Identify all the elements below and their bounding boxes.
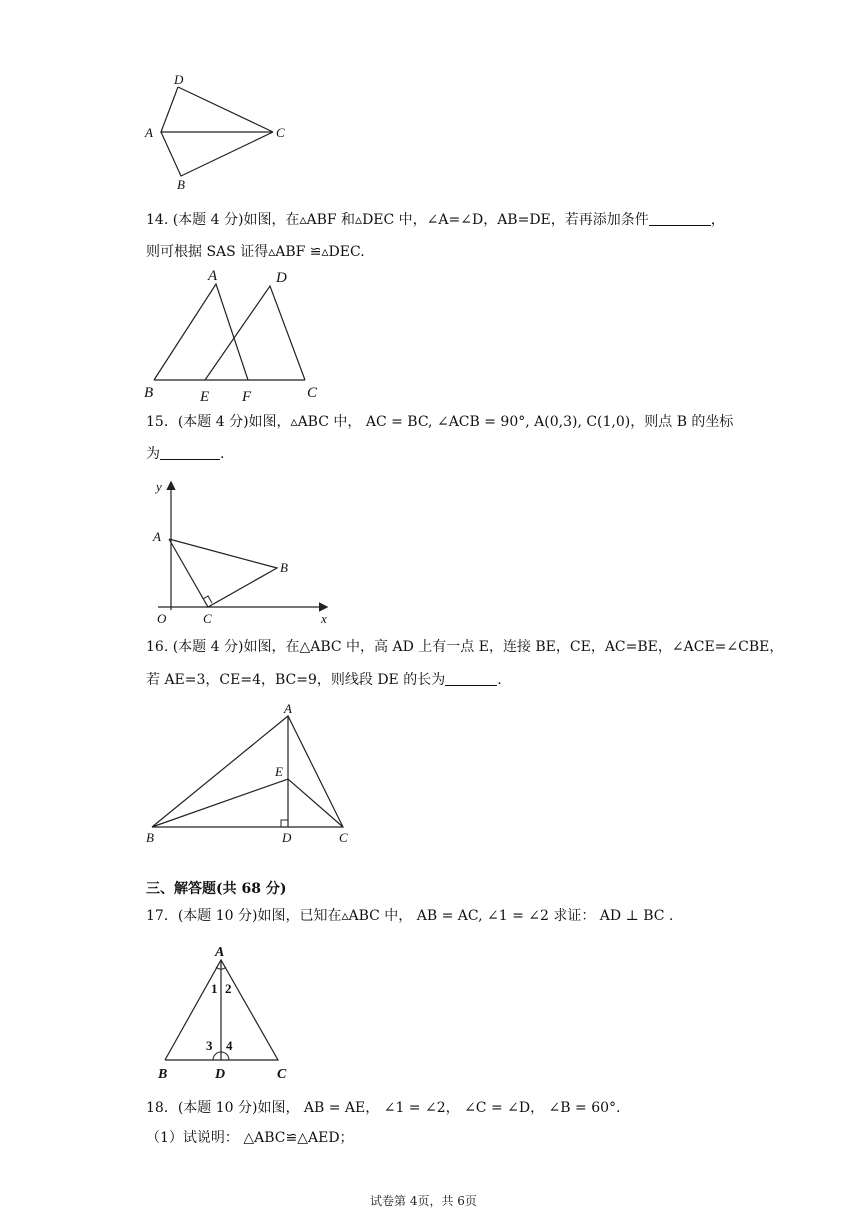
label-b: B (280, 560, 288, 575)
label-a: A (215, 945, 225, 960)
figure-q14 (140, 262, 340, 407)
label-c: C (276, 125, 285, 140)
label-b: B (158, 1067, 168, 1082)
label-a: A (153, 529, 161, 544)
q14-punct: ， (710, 212, 725, 228)
answer-blank-q16[interactable] (445, 671, 497, 686)
label-d: D (174, 72, 184, 87)
q15-line1: 15．(本题 4 分)如图，▵ABC 中， AC = BC, ∠ACB = 90°, A(0,3), C(1,0)，则点 B 的坐标 (146, 414, 734, 430)
label-angle-3: 3 (206, 1038, 213, 1053)
label-angle-1: 1 (211, 981, 218, 996)
label-c: C (307, 385, 318, 401)
page-footer: 试卷第 4页，共 6页 (370, 1194, 477, 1208)
q16-line2 (146, 670, 502, 690)
label-c: C (203, 611, 212, 626)
q18-sub1: （1）试说明： △ABC≌△AED； (146, 1130, 354, 1146)
q15-prefix: 为 (146, 446, 160, 462)
figure-q16 (140, 700, 365, 850)
label-a: A (208, 268, 218, 284)
q14-line1 (146, 210, 725, 230)
label-f: F (242, 389, 252, 405)
label-a: A (145, 125, 153, 140)
q15-punct: . (220, 446, 225, 462)
label-c: C (277, 1067, 287, 1082)
q14-line2: 则可根据 SAS 证得▵ABF ≌▵DEC. (146, 244, 365, 260)
label-d: D (276, 270, 287, 286)
label-d: D (215, 1067, 226, 1082)
label-b: B (177, 177, 185, 192)
label-b: B (144, 385, 154, 401)
q15-line2 (146, 444, 224, 464)
label-angle-4: 4 (226, 1038, 233, 1053)
label-angle-2: 2 (225, 981, 232, 996)
figure-q13 (140, 70, 300, 195)
label-a: A (284, 701, 292, 716)
q14-text: 14. (本题 4 分)如图，在▵ABF 和▵DEC 中，∠A=∠D，AB=DE，若再添加条件 (146, 212, 649, 228)
answer-blank-q15[interactable] (160, 445, 220, 460)
answer-blank-q14[interactable] (649, 211, 711, 226)
q18-line1: 18．(本题 10 分)如图， AB = AE， ∠1 = ∠2， ∠C = ∠D， ∠B = 60°. (146, 1100, 621, 1116)
section-title: 三、解答题(共 68 分) (146, 881, 287, 897)
q16-line1: 16. (本题 4 分)如图，在△ABC 中，高 AD 上有一点 E，连接 BE，CE，AC=BE，∠ACE=∠CBE， (146, 639, 784, 655)
label-d: D (282, 830, 292, 845)
label-e: E (275, 764, 283, 779)
q16-text: 若 AE=3，CE=4，BC=9，则线段 DE 的长为 (146, 672, 446, 688)
figure-q15 (140, 475, 340, 630)
figure-q17 (150, 940, 300, 1085)
label-y: y (156, 479, 162, 494)
q16-punct: . (497, 672, 502, 688)
label-e: E (200, 389, 210, 405)
label-b: B (146, 830, 154, 845)
q17-line1: 17．(本题 10 分)如图，已知在▵ABC 中， AB = AC, ∠1 = ∠2 求证： AD ⊥ BC . (146, 908, 674, 924)
label-c: C (339, 830, 348, 845)
label-x: x (321, 611, 327, 626)
label-o: O (157, 611, 167, 626)
